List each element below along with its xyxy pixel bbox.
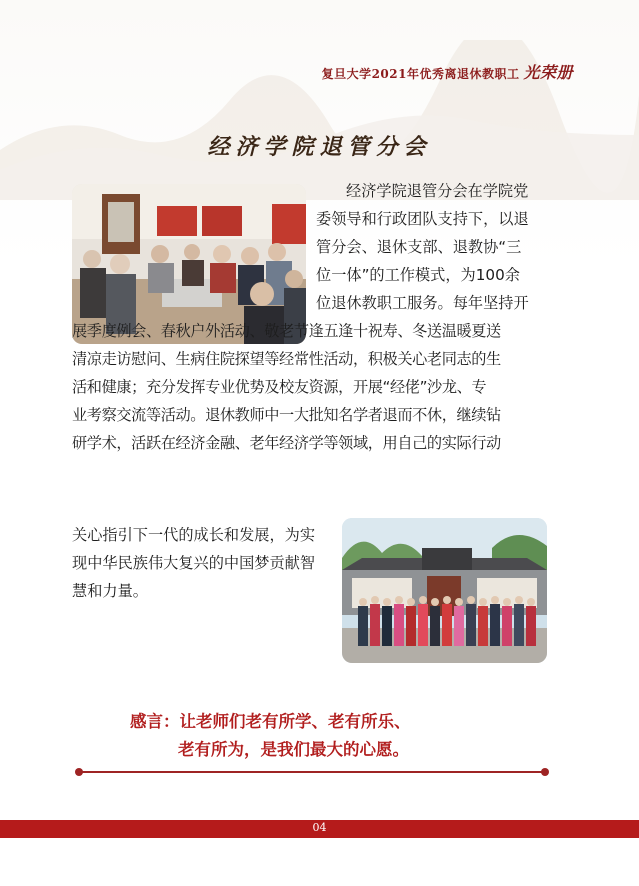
body-line: 清凉走访慰问、生病住院探望等经常性活动，积极关心老同志的生 — [72, 350, 501, 368]
body-line: 位退休教职工服务。每年坚持开 — [316, 294, 529, 312]
section-title: 经济学院退管分会 — [207, 134, 432, 160]
body-line: 位一体”的工作模式，为100余 — [316, 266, 520, 284]
motto-line-2: 老有所为，是我们最大的心愿。 — [178, 740, 409, 759]
body-line: 展季度例会、春秋户外活动、敬老节逢五逢十祝寿、冬送温暖夏送 — [72, 322, 501, 340]
divider-line — [79, 771, 545, 773]
body-line: 活和健康；充分发挥专业优势及校友资源，开展“经佬”沙龙、专 — [72, 378, 487, 396]
body-line: 经济学院退管分会在学院党 — [346, 182, 529, 200]
body-line: 管分会、退休支部、退教协“三 — [316, 238, 522, 256]
body-line: 现中华民族伟大复兴的中国梦贡献智 — [72, 554, 315, 572]
body-line: 研学术，活跃在经济金融、老年经济学等领域，用自己的实际行动 — [72, 434, 501, 452]
footer-bar — [0, 820, 639, 838]
motto — [130, 708, 411, 764]
motto-line-1: 感言：让老师们老有所学、老有所乐、 — [130, 712, 411, 731]
divider-dot-left — [75, 768, 83, 776]
body-line: 慧和力量。 — [72, 582, 148, 600]
decorative-divider — [75, 768, 549, 776]
body-line: 业考察交流等活动。退休教师中一大批知名学者退而不休，继续钻 — [72, 406, 501, 424]
header-honor-book: 光荣册 — [523, 63, 573, 82]
body-line: 关心指引下一代的成长和发展，为实 — [72, 526, 315, 544]
body-line: 委领导和行政团队支持下，以退 — [316, 210, 529, 228]
divider-dot-right — [541, 768, 549, 776]
page-number: 04 — [312, 821, 327, 834]
header-subtitle: 复旦大学2021年优秀离退休教职工 — [321, 67, 520, 81]
